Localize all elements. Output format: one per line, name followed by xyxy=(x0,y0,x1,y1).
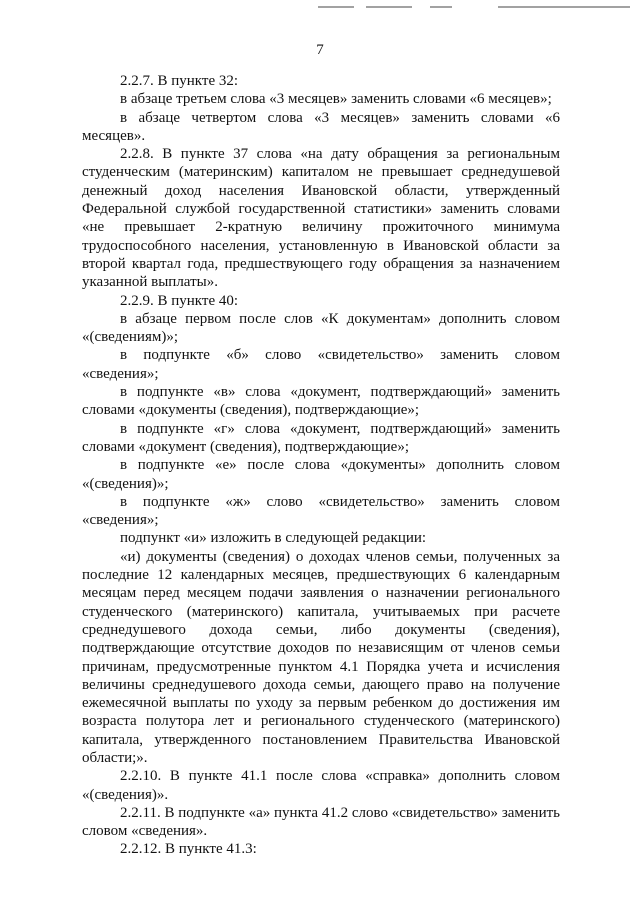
paragraph-2-2-8: 2.2.8. В пункте 37 слова «на дату обращения за региональным студенческим (материнским) капиталом не превышает среднедушевой денежный доход населения Ивановской области, утвержденный Федеральной службой государственной статистики» заменить словами «не превышает 2-кратную величину прожиточного минимума трудоспособного населения, установленную в Ивановской области за второй квартал года, предшествующего году обращения за назначением указанной выплаты». xyxy=(82,146,560,291)
paragraph-item: в подпункте «е» после слова «документы» дополнить словом «(сведения)»; xyxy=(82,457,560,492)
paragraph-item: в подпункте «в» слова «документ, подтверждающий» заменить словами «документы (сведения), подтверждающие»; xyxy=(82,384,560,419)
paragraph-2-2-12: 2.2.12. В пункте 41.3: xyxy=(120,841,257,858)
paragraph-2-2-10: 2.2.10. В пункте 41.1 после слова «справка» дополнить словом «(сведения)». xyxy=(82,768,560,803)
paragraph-item: в подпункте «г» слова «документ, подтверждающий» заменить словами «документ (сведения), подтверждающие»; xyxy=(82,420,560,455)
paragraph-item: подпункт «и» изложить в следующей редакции: xyxy=(120,530,427,547)
paragraph-quote: «и) документы (сведения) о доходах членов семьи, полученных за последние 12 календарных месяцев, предшествующих 6 календарным месяцам перед месяцем подачи заявления о назначении регионального студенческого (материнского) капитала, учитываемых при расчете среднедушевого дохода семьи, либо документы (сведения), подтверждающие отсутствие доходов по независящим от членов семьи причинам, предусмотренные пунктом 4.1 Порядка учета и исчисления величины среднедушевого дохода семьи, дающего право на получение ежемесячной выплаты по уходу за первым ребенком до достижения им возраста полутора лет и регионального студенческого (материнского) капитала, утвержденного постановлением Правительства Ивановской области;». xyxy=(82,548,560,766)
document-body xyxy=(82,72,560,859)
paragraph-2-2-7: 2.2.7. В пункте 32: xyxy=(120,73,239,89)
paragraph-2-2-11: 2.2.11. В подпункте «а» пункта 41.2 слово «свидетельство» заменить словом «сведения». xyxy=(82,804,560,840)
page-number: 7 xyxy=(316,42,324,58)
paragraph-item: в подпункте «б» слово «свидетельство» заменить словом «сведения»; xyxy=(82,347,560,382)
scan-artifact xyxy=(318,4,630,10)
paragraph-2-2-9: 2.2.9. В пункте 40: xyxy=(120,292,239,309)
paragraph-item: в абзаце первом после слов «К документам» дополнить словом «(сведениям)»; xyxy=(82,310,560,346)
paragraph-item: в абзаце четвертом слова «3 месяцев» заменить словами «6 месяцев». xyxy=(82,109,560,144)
paragraph-item: в подпункте «ж» слово «свидетельство» заменить словом «сведения»; xyxy=(82,493,560,529)
paragraph-item: в абзаце третьем слова «3 месяцев» заменить словами «6 месяцев»; xyxy=(120,91,552,108)
